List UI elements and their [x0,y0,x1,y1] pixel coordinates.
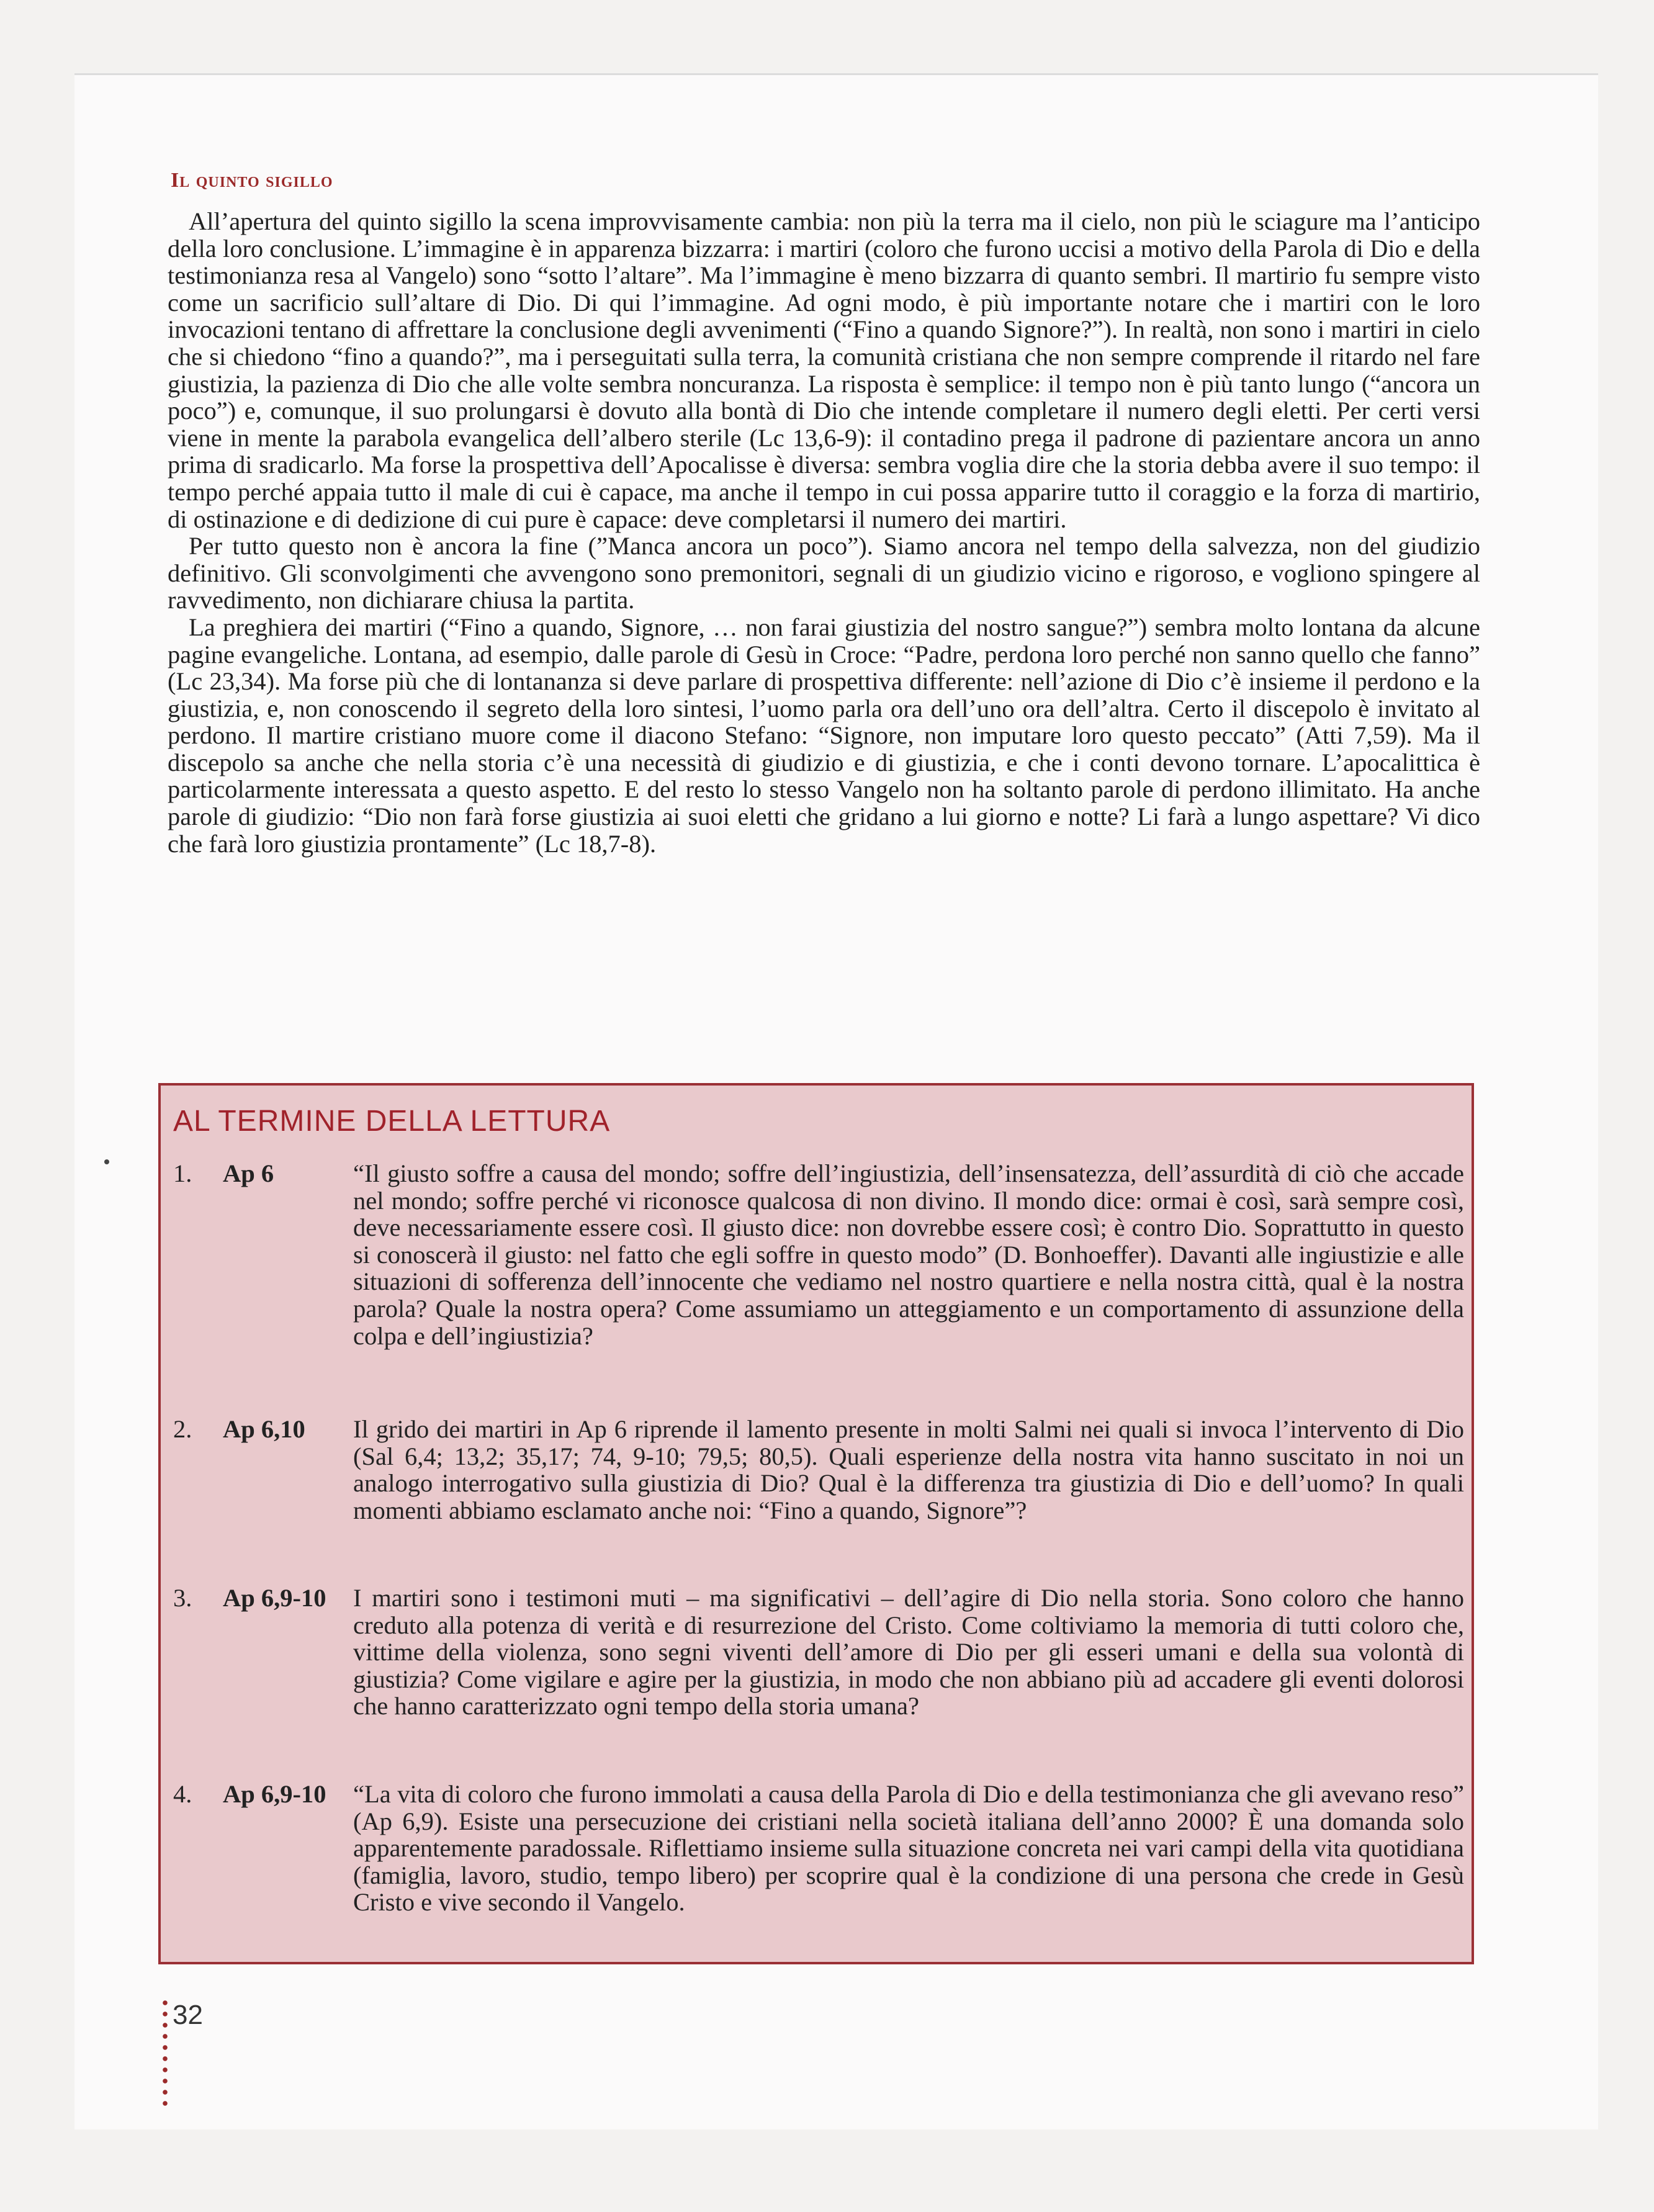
item-number: 1. [173,1159,192,1187]
item-reference: Ap 6 [223,1159,274,1187]
item-text: “Il giusto soffre a causa del mondo; soffre dell’ingiustizia, dell’insensatezza, dell’assurdità di ciò che accade nel mondo; soffre perché vi riconosce qualcosa di non divino. Il mondo dice: ormai è così, sarà sempre così, deve necessariamente essere così. Il giusto dice: non dovrebbe essere così; è contro Dio. Soprattutto in questo si conoscerà il giusto: nel fatto che egli soffre in questo modo” (D. Bonhoeffer). Davanti alle ingiustizie e alle situazioni di sofferenza dell’innocente che vediamo nel nostro quartiere e nella nostra città, qual è la nostra parola? Quale la nostra opera? Come assumiamo un atteggiamento e un comportamento di assunzione della colpa e dell’ingiustizia? [353,1159,1464,1350]
paragraph: Per tutto questo non è ancora la fine (”Manca ancora un poco”). Siamo ancora nel tempo della salvezza, non del giudizio definitivo. Gli sconvolgimenti che avvengono sono premonitori, segnali di un giudizio vicino e rigoroso, e vogliono spingere al ravvedimento, non dichiarare chiusa la partita. [168,532,1480,614]
paragraph: La preghiera dei martiri (“Fino a quando, Signore, … non farai giustizia del nostro sangue?”) sembra molto lontana da alcune pagine evangeliche. Lontana, ad esempio, dalle parole di Gesù in Croce: “Padre, perdona loro perché non sanno quello che fanno” (Lc 23,34). Ma forse più che di lontananza si deve parlare di prospettiva differente: nell’azione di Dio c’è insieme il perdono e la giustizia, e, non conoscendo il segreto della loro sintesi, l’uomo parla ora dell’uno ora dell’altra. Certo il discepolo è invitato al perdono. Il martire cristiano muore come il diacono Stefano: “Signore, non imputare loro questo peccato” (Atti 7,59). Ma il discepolo sa anche che nella storia c’è una necessità di giudizio e di giustizia, e che i conti devono tornare. L’apocalittica è particolarmente interessata a questo aspetto. E del resto lo stesso Vangelo non ha soltanto parole di perdono illimitato. Ha anche parole di giudizio: “Dio non farà forse giustizia ai suoi eletti che gridano a lui giorno e notte? Li farà a lungo aspettare? Vi dico che farà loro giustizia prontamente” (Lc 18,7-8). [168,613,1480,858]
item-text: “La vita di coloro che furono immolati a causa della Parola di Dio e della testimonianza che gli avevano reso” (Ap 6,9). Esiste una persecuzione dei cristiani nella società italiana dell’anno 2000? È una domanda solo apparentemente paradossale. Riflettiamo insieme sulla situazione concreta nei vari campi della vita quotidiana (famiglia, lavoro, studio, tempo libero) per scoprire qual è la condizione di una persona che crede in Gesù Cristo e vive secondo il Vangelo. [353,1780,1464,1917]
item-text: Il grido dei martiri in Ap 6 riprende il lamento presente in molti Salmi nei quali si invoca l’intervento di Dio (Sal 6,4; 13,2; 35,17; 74, 9-10; 79,5; 80,5). Quali esperienze della nostra vita hanno suscitato in noi un analogo interrogativo sulla giustizia di Dio? Qual è la differenza tra giustizia di Dio e dell’uomo? In quali momenti abbiamo esclamato anche noi: “Fino a quando, Signore”? [353,1415,1464,1524]
item-reference: Ap 6,9-10 [223,1780,326,1808]
item-number: 3. [173,1584,192,1612]
paragraph: All’apertura del quinto sigillo la scena improvvisamente cambia: non più la terra ma il cielo, non più le sciagure ma l’anticipo della loro conclusione. L’immagine è in apparenza bizzarra: i martiri (coloro che furono uccisi a motivo della Parola di Dio e della testimonianza resa al Vangelo) sono “sotto l’altare”. Ma l’immagine è meno bizzarra di quanto sembri. Il martirio fu sempre visto come un sacrificio sull’altare di Dio. Di qui l’immagine. Ad ogni modo, è più importante notare che i martiri con le loro invocazioni tentano di affrettare la conclusione degli avvenimenti (“Fino a quando Signore?”). In realtà, non sono i martiri in cielo che si chiedono “fino a quando?”, ma i perseguitati sulla terra, la comunità cristiana che non sempre comprende il ritardo nel fare giustizia, la pazienza di Dio che alle volte sembra noncuranza. La risposta è semplice: il tempo non è più tanto lungo (“ancora un poco”) e, comunque, il suo prolungarsi è dovuto alla bontà di Dio che intende completare il numero degli eletti. Per certi versi viene in mente la parabola evangelica dell’albero sterile (Lc 13,6-9): il contadino prega il padrone di pazientare ancora un anno prima di sradicarlo. Ma forse la prospettiva dell’Apocalisse è diversa: sembra voglia dire che la storia debba avere il suo tempo: il tempo perché appaia tutto il male di cui è capace, ma anche il tempo in cui possa apparire tutto il coraggio e la forza di martirio, di ostinazione e di dedizione di cui pure è capace: deve completarsi il numero dei martiri. [168,207,1480,533]
item-number: 4. [173,1780,192,1808]
margin-dot [104,1159,109,1164]
item-text: I martiri sono i testimoni muti – ma significativi – dell’agire di Dio nella storia. Sono coloro che hanno creduto alla potenza di verità e di resurrezione del Cristo. Come coltiviamo la memoria di tutti coloro che, vittime della violenza, sono segni viventi dell’amore di Dio per gli esseri umani e della sua volontà di giustizia? Come vigilare e agire per la giustizia, in modo che non abbiano più ad accadere gli eventi dolorosi che hanno caratterizzato ogni tempo della storia umana? [353,1584,1464,1720]
reading-questions-box [158,1083,1474,1964]
item-number: 2. [173,1415,192,1443]
item-reference: Ap 6,9-10 [223,1584,326,1612]
article-body [168,208,1480,857]
item-reference: Ap 6,10 [223,1415,305,1443]
page-number: 32 [173,2000,203,2030]
section-title: Il quinto sigillo [171,169,333,192]
dotted-margin-decoration [163,1997,168,2109]
box-title: AL TERMINE DELLA LETTURA [173,1105,611,1138]
